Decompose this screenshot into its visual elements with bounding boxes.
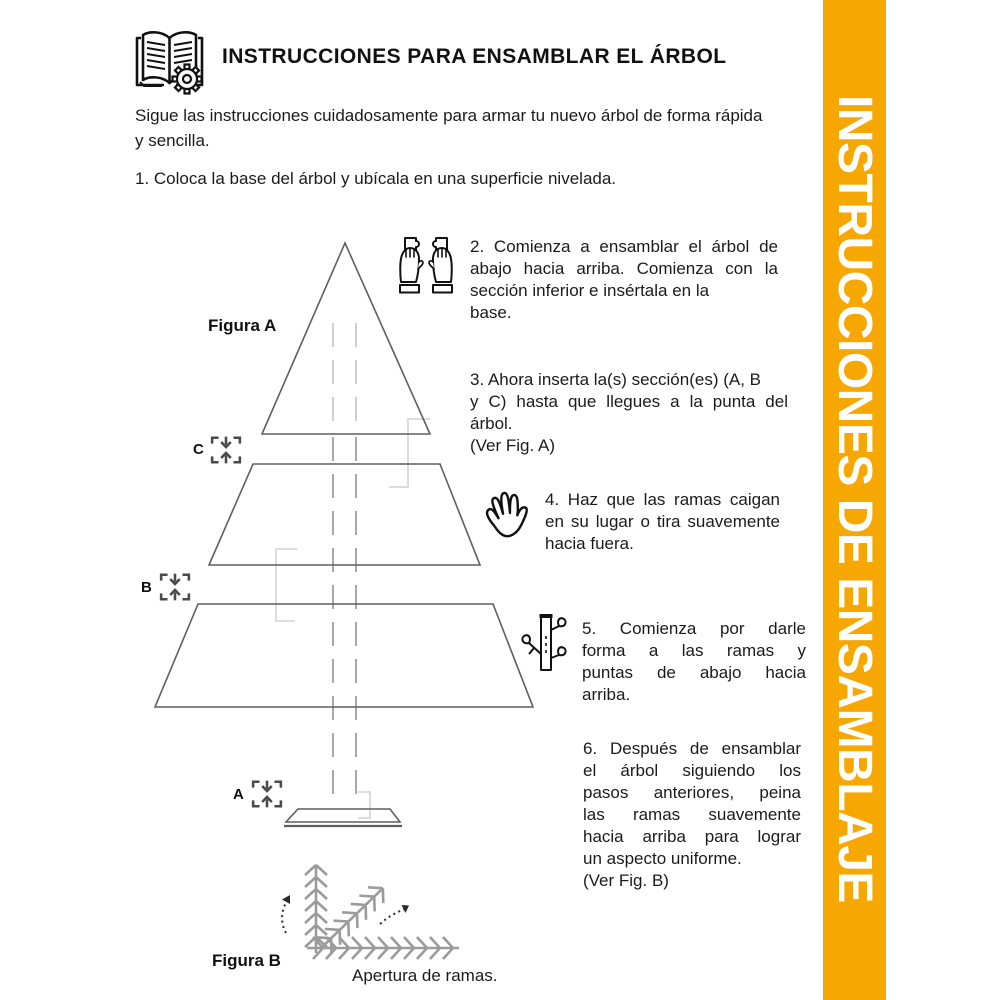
text-line: árbol. — [470, 414, 513, 433]
collapse-arrows-icon — [251, 779, 283, 809]
text-line: y sencilla. — [135, 131, 210, 150]
hands-holding-pieces-icon — [396, 236, 456, 296]
tree-section-b — [155, 604, 533, 707]
open-branches-arrows — [282, 895, 409, 933]
text-line: 6. Después de ensamblar — [583, 739, 801, 758]
text-line: las ramas suavemente — [583, 805, 801, 824]
text-line: arriba. — [582, 685, 631, 704]
section-c-label: C — [193, 441, 204, 458]
text-line: en su lugar o tira suavemente — [545, 512, 780, 531]
branch-shaping-icon — [520, 610, 572, 678]
apertura-caption: Apertura de ramas. — [352, 966, 498, 985]
text-line: hacia fuera. — [545, 534, 634, 553]
text-line: pasos anteriores, peina — [583, 783, 801, 802]
text-line: sección inferior e insértala en la — [470, 281, 710, 300]
figura-b-branches — [305, 865, 459, 959]
section-b-label: B — [141, 579, 152, 596]
step-5-text — [582, 618, 806, 706]
text-line: (Ver Fig. B) — [583, 871, 669, 890]
step-4-text — [545, 489, 780, 555]
text-line: un aspecto uniforme. — [583, 849, 742, 868]
text-line: el árbol siguiendo los — [583, 761, 801, 780]
figura-a-label: Figura A — [208, 316, 277, 335]
collapse-arrows-icon — [159, 572, 191, 602]
text-line: base. — [470, 303, 512, 322]
step-1-text: 1. Coloca la base del árbol y ubícala en una superficie nivelada. — [135, 169, 617, 188]
page-title: INSTRUCCIONES PARA ENSAMBLAR EL ÁRBOL — [222, 45, 727, 68]
text-line: forma a las ramas y — [582, 641, 806, 660]
text-line: abajo hacia arriba. Comienza con la — [470, 259, 778, 278]
text-line: 4. Haz que las ramas caigan — [545, 490, 780, 509]
open-hand-icon — [482, 484, 538, 542]
tree-section-c — [209, 464, 480, 565]
step-2-text — [470, 236, 778, 324]
tree-base — [286, 809, 400, 822]
step-3-text — [470, 369, 788, 457]
text-line: y C) hasta que llegues a la punta del — [470, 392, 788, 411]
text-line: 5. Comienza por darle — [582, 619, 806, 638]
text-line: Sigue las instrucciones cuidadosamente para armar tu nuevo árbol de forma rápida — [135, 106, 763, 125]
sidebar-vertical-title: INSTRUCCIONES DE ENSAMBLAJE — [828, 95, 881, 903]
text-line: puntas de abajo hacia — [582, 663, 806, 682]
section-a-label: A — [233, 786, 244, 803]
text-line: 3. Ahora inserta la(s) sección(es) (A, B — [470, 370, 762, 389]
figura-b-label: Figura B — [212, 951, 281, 970]
step-6-text — [583, 738, 801, 892]
text-line: (Ver Fig. A) — [470, 436, 556, 455]
text-line: 2. Comienza a ensamblar el árbol de — [470, 237, 778, 256]
text-line: hacia arriba para lograr — [583, 827, 801, 846]
collapse-arrows-icon — [210, 435, 242, 465]
